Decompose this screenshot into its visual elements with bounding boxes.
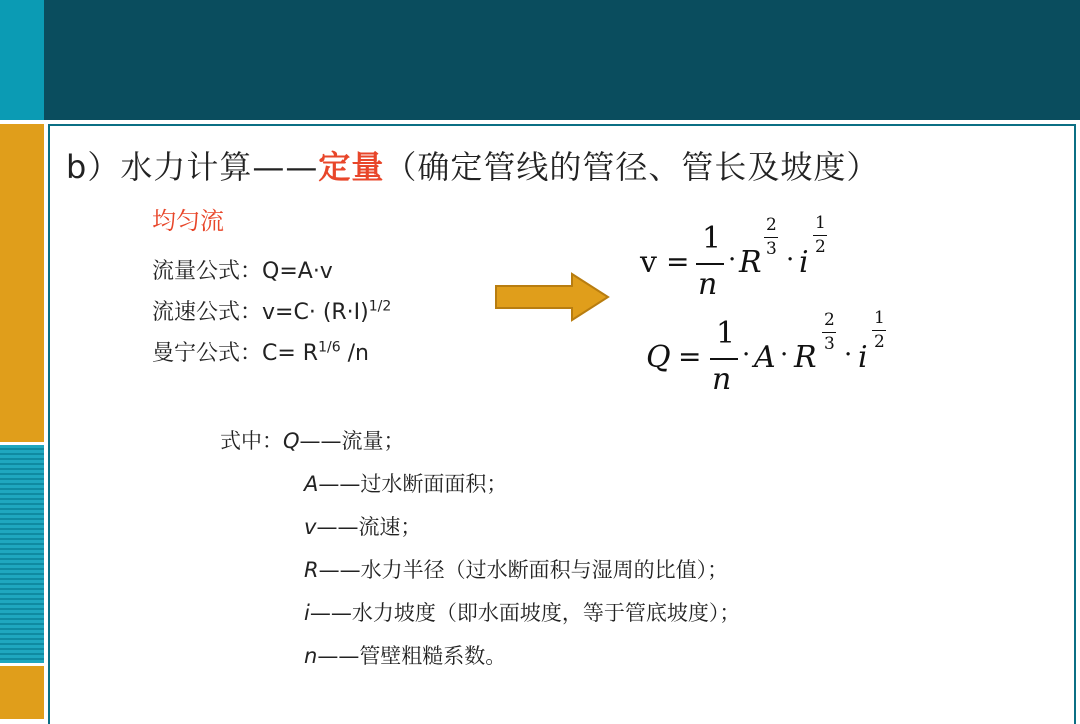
definition-row <box>304 511 421 541</box>
eq-dot: · <box>780 340 789 370</box>
formula-label: 曼宁公式： <box>152 341 263 366</box>
eq-i-exp-num: 1 <box>874 308 885 328</box>
eq-i-exp-bar <box>813 235 827 236</box>
eq-fraction-num: 1 <box>702 221 722 256</box>
eq-i-exp-bar <box>872 330 886 331</box>
formula-expr: C= R <box>262 341 319 366</box>
formula-manning <box>152 336 369 367</box>
eq-dot: · <box>728 245 737 275</box>
definition-row <box>304 554 728 584</box>
eq-r-exp-bar <box>822 332 836 333</box>
eq-dot: · <box>844 340 853 370</box>
formula-expr: v=C· (R·I) <box>262 300 369 325</box>
definition-text: ——过水断面面积； <box>318 472 508 496</box>
eq-fraction-den: n <box>712 362 732 397</box>
eq-equals: = <box>666 245 690 278</box>
sidebar-orange-block-top <box>0 124 44 442</box>
eq-a: A <box>754 340 776 375</box>
heading-suffix: （确定管线的管径、管长及坡度） <box>384 148 880 186</box>
heading-prefix: b）水力计算—— <box>66 148 319 186</box>
right-arrow-icon <box>494 272 610 322</box>
sidebar-striped-block <box>0 445 44 663</box>
eq-i: i <box>858 340 868 375</box>
slide-heading <box>66 142 879 188</box>
definition-text: ——流速； <box>316 515 422 539</box>
eq-i: i <box>799 245 809 280</box>
header-bar <box>44 0 1080 120</box>
formula-label: 流量公式： <box>152 259 263 284</box>
definition-row <box>220 425 405 455</box>
eq-i-exp-den: 2 <box>874 332 885 352</box>
eq-r: R <box>739 245 762 280</box>
definition-symbol: R <box>304 558 319 582</box>
eq-i-exp-num: 1 <box>815 213 826 233</box>
equation-velocity <box>640 215 840 305</box>
eq-r-exp-den: 3 <box>824 334 835 354</box>
definition-symbol: A <box>304 472 319 496</box>
eq-i-exp-den: 2 <box>815 237 826 257</box>
equation-flow <box>646 310 896 400</box>
eq-fraction-den: n <box>698 267 718 302</box>
definition-text: ——流量； <box>299 429 405 453</box>
formula-expr: Q=A·v <box>262 259 333 284</box>
eq-lhs: Q <box>646 340 671 375</box>
sidebar-orange-block-bottom <box>0 666 44 719</box>
definitions-prefix: 式中： <box>220 429 283 453</box>
formula-flow <box>152 254 333 285</box>
section-subtitle: 均匀流 <box>152 207 224 235</box>
header-accent-block <box>0 0 44 120</box>
formula-label: 流速公式： <box>152 300 263 325</box>
formula-exponent: 1/2 <box>368 298 392 315</box>
definition-text: ——管壁粗糙系数。 <box>317 644 507 668</box>
definition-symbol: n <box>304 644 318 668</box>
formula-exponent: 1/6 <box>318 339 341 356</box>
definition-symbol: v <box>304 515 317 539</box>
eq-dot: · <box>786 245 795 275</box>
formula-tail: /n <box>340 341 369 366</box>
definition-row <box>304 597 740 627</box>
formula-velocity <box>152 295 391 326</box>
definition-symbol: Q <box>283 429 300 453</box>
eq-r-exp-num: 2 <box>824 310 835 330</box>
eq-lhs: v <box>640 245 657 280</box>
definition-row <box>304 640 506 670</box>
eq-r: R <box>794 340 817 375</box>
definition-text: ——水力半径（过水断面积与湿周的比值）； <box>318 558 729 582</box>
eq-fraction-bar <box>696 263 724 265</box>
definition-symbol: i <box>304 601 310 625</box>
eq-fraction-num: 1 <box>716 316 736 351</box>
eq-dot: · <box>742 340 751 370</box>
eq-r-exp-bar <box>764 237 778 238</box>
eq-r-exp-num: 2 <box>766 215 777 235</box>
eq-equals: = <box>678 340 702 373</box>
eq-fraction-bar <box>710 358 738 360</box>
definition-text: ——水力坡度（即水面坡度，等于管底坡度）； <box>309 601 741 625</box>
definition-row <box>304 468 507 498</box>
heading-highlight: 定量 <box>318 148 385 186</box>
eq-r-exp-den: 3 <box>766 239 777 259</box>
